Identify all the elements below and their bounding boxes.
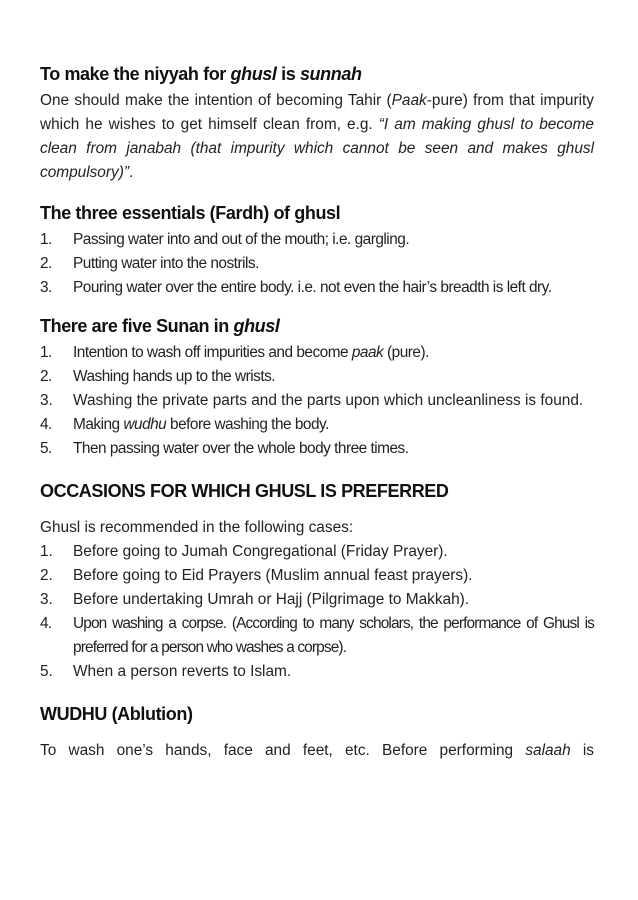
- list-number: 1.: [40, 543, 53, 560]
- niyyah-end: .: [128, 164, 134, 181]
- sunan-list: [40, 341, 594, 461]
- occasions-intro: Ghusl is recommended in the following cases:: [40, 519, 354, 536]
- heading-niyyah-text: To make the niyyah for: [40, 64, 231, 84]
- list-item-text: Passing water into and out of the mouth; i.e. gargling.: [73, 231, 410, 248]
- list-item-text: Upon washing a corpse. (According to many scholars, the performance of Ghusl is preferred for a person who washes a corpse).: [73, 615, 594, 656]
- occasions-list: [40, 540, 594, 684]
- list-item: [40, 660, 594, 684]
- list-number: 4.: [40, 615, 52, 632]
- list-number: 5.: [40, 440, 52, 457]
- wudhu-text-b: is: [570, 742, 594, 759]
- wudhu-text-a: To wash one’s hands, face and feet, etc. Before performing: [40, 742, 526, 759]
- fardh-list: [40, 228, 594, 300]
- list-item-text: before washing the body.: [166, 416, 329, 433]
- list-number: 3.: [40, 392, 53, 409]
- heading-niyyah-ghusl: ghusl: [230, 64, 277, 84]
- list-number: 4.: [40, 416, 52, 433]
- heading-niyyah-sunnah: sunnah: [299, 64, 362, 84]
- heading-sunan-text: There are five Sunan in: [40, 316, 234, 336]
- niyyah-text-b: -pure) from that impurity which he wishes to get himself clean from, e.g.: [40, 92, 594, 133]
- list-item: [40, 612, 594, 660]
- heading-wudhu: WUDHU (Ablution): [40, 704, 193, 724]
- niyyah-quote: “I am making ghusl to become clean from janabah (that impurity which cannot be seen and makes ghusl compulsory)”: [40, 116, 594, 181]
- list-item-text: Intention to wash off impurities and become: [73, 344, 352, 361]
- list-item-text: Washing the private parts and the parts upon which uncleanliness is found.: [73, 392, 584, 409]
- list-item: [40, 365, 594, 389]
- list-item-text: Before going to Eid Prayers (Muslim annual feast prayers).: [73, 567, 473, 584]
- list-item-text: Pouring water over the entire body. i.e. not even the hair’s breadth is left dry.: [73, 279, 552, 296]
- list-number: 2.: [40, 255, 52, 272]
- niyyah-paragraph: [40, 89, 594, 185]
- list-item-text: Then passing water over the whole body three times.: [73, 440, 409, 457]
- list-item-text: Washing hands up to the wrists.: [73, 368, 276, 385]
- list-number: 2.: [40, 368, 52, 385]
- list-item-text: Putting water into the nostrils.: [73, 255, 259, 272]
- niyyah-paak: Paak: [391, 92, 427, 109]
- list-number: 3.: [40, 279, 52, 296]
- heading-sunan: [40, 314, 594, 338]
- list-item-text: Before undertaking Umrah or Hajj (Pilgrimage to Makkah).: [73, 591, 470, 608]
- list-item: [40, 276, 594, 300]
- list-item-text: When a person reverts to Islam.: [73, 663, 292, 680]
- list-number: 1.: [40, 231, 52, 248]
- list-item: [40, 437, 594, 461]
- list-item: [40, 252, 594, 276]
- list-item-italic: wudhu: [123, 416, 167, 433]
- list-number: 5.: [40, 663, 53, 680]
- wudhu-paragraph: [40, 739, 594, 763]
- heading-sunan-ghusl: ghusl: [233, 316, 280, 336]
- list-item: [40, 389, 594, 413]
- list-number: 3.: [40, 591, 53, 608]
- heading-fardh: The three essentials (Fardh) of ghusl: [40, 203, 341, 223]
- list-item: [40, 540, 594, 564]
- list-number: 1.: [40, 344, 52, 361]
- heading-niyyah: [40, 62, 594, 86]
- list-item-italic: paak: [351, 344, 384, 361]
- list-number: 2.: [40, 567, 53, 584]
- list-item-text: (pure).: [383, 344, 429, 361]
- list-item: [40, 564, 594, 588]
- list-item-text: Before going to Jumah Congregational (Friday Prayer).: [73, 543, 448, 560]
- list-item: [40, 228, 594, 252]
- heading-niyyah-is: is: [276, 64, 300, 84]
- list-item: [40, 413, 594, 437]
- list-item-text: Making: [73, 416, 124, 433]
- niyyah-text-a: One should make the intention of becoming Tahir (: [40, 92, 392, 109]
- wudhu-salaah: salaah: [525, 742, 571, 759]
- heading-occasions: OCCASIONS FOR WHICH GHUSL IS PREFERRED: [40, 481, 449, 501]
- list-item: [40, 341, 594, 365]
- list-item: [40, 588, 594, 612]
